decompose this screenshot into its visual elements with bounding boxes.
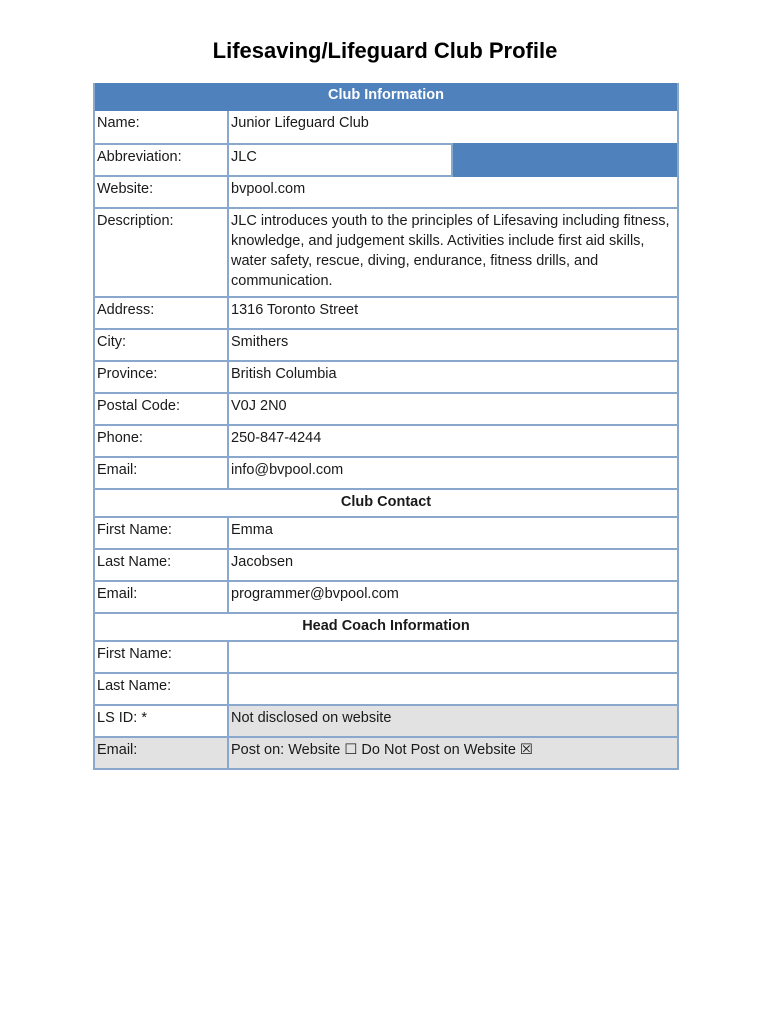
row-city [95,328,677,360]
contact-email-label: Email: [95,582,229,612]
contact-first-name-field[interactable]: Emma [231,522,273,538]
section-club-information: Club Information [95,83,677,111]
contact-first-name-label: First Name: [95,518,229,548]
name-field[interactable]: Junior Lifeguard Club [231,115,369,131]
coach-ls-id-label: LS ID: * [95,706,229,736]
row-contact-last-name [95,548,677,580]
abbreviation-field[interactable]: JLC [231,149,257,165]
abbreviation-label: Abbreviation: [95,145,229,175]
website-field[interactable]: bvpool.com [231,181,306,197]
coach-last-name-field[interactable] [229,674,677,704]
city-label: City: [95,330,229,360]
row-coach-first-name [95,640,677,672]
coach-ls-id-field[interactable]: Not disclosed on website [229,706,677,736]
contact-last-name-field[interactable]: Jacobsen [231,554,294,570]
email-field[interactable]: info@bvpool.com [231,462,344,478]
city-field[interactable]: Smithers [231,334,289,350]
row-contact-first-name [95,516,677,548]
row-phone [95,424,677,456]
abbreviation-blank-fill [451,143,677,177]
phone-label: Phone: [95,426,229,456]
contact-email-field[interactable]: programmer@bvpool.com [231,586,399,602]
row-email [95,456,677,488]
address-label: Address: [95,298,229,328]
section-head-coach: Head Coach Information [95,612,677,640]
postal-code-label: Postal Code: [95,394,229,424]
club-profile-form [93,83,679,770]
do-not-post-checkbox[interactable]: Do Not Post on Website ☒ [361,742,533,758]
coach-email-label: Email: [95,738,229,768]
province-label: Province: [95,362,229,392]
row-coach-last-name [95,672,677,704]
coach-last-name-label: Last Name: [95,674,229,704]
post-on-website-checkbox[interactable]: Post on: Website ☐ [231,742,358,758]
row-website [95,175,677,207]
row-name [95,111,677,143]
postal-code-field[interactable]: V0J 2N0 [231,398,287,414]
address-field[interactable]: 1316 Toronto Street [231,302,359,318]
province-field[interactable]: British Columbia [231,366,337,382]
page-title: Lifesaving/Lifeguard Club Profile [212,38,558,63]
contact-last-name-label: Last Name: [95,550,229,580]
description-field[interactable]: JLC introduces youth to the principles of Lifesaving including fitness, knowledge, and judgement skills. Activities include first aid skills, water safety, rescue, diving, endurance, fitness drills, and communication. [231,213,670,289]
description-label: Description: [95,209,229,296]
row-province [95,360,677,392]
row-contact-email [95,580,677,612]
phone-field[interactable]: 250-847-4244 [231,430,322,446]
website-label: Website: [95,177,229,207]
row-address [95,296,677,328]
coach-email-options [229,738,677,768]
row-coach-email [95,736,677,768]
coach-first-name-label: First Name: [95,642,229,672]
row-description [95,207,677,296]
row-coach-ls-id [95,704,677,736]
row-abbreviation [95,143,677,175]
abbreviation-cell [229,145,677,175]
email-label: Email: [95,458,229,488]
coach-first-name-field[interactable] [229,642,677,672]
name-label: Name: [95,111,229,143]
section-club-contact: Club Contact [95,488,677,516]
row-postal-code [95,392,677,424]
